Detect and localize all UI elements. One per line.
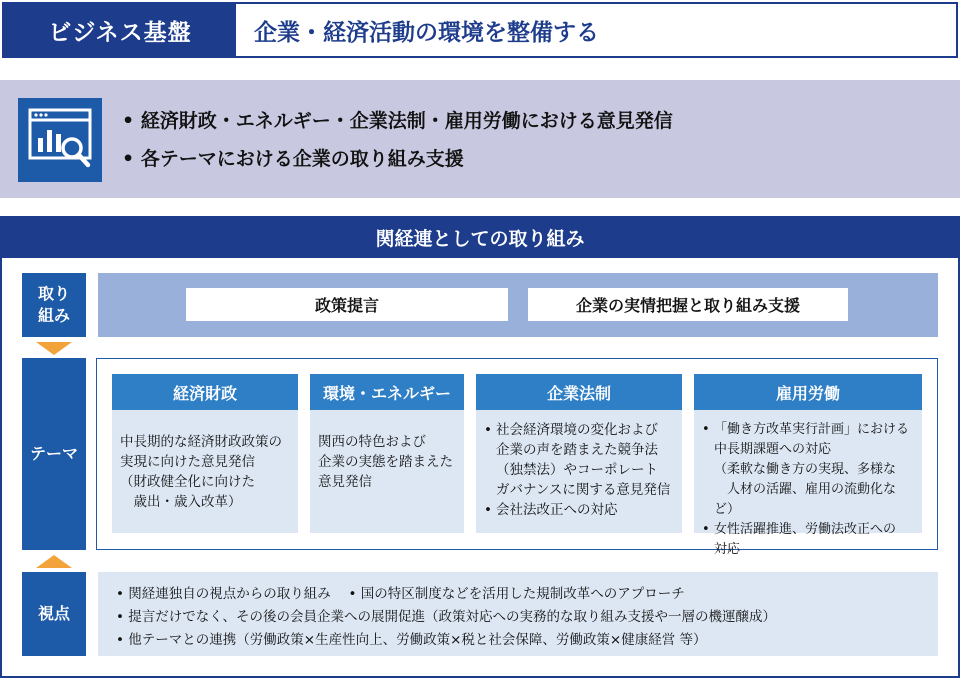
theme-text: （独禁法）やコーポレート	[496, 462, 658, 478]
theme-text: 対応	[714, 542, 741, 557]
theme-header-employment: 雇用労働	[694, 374, 922, 410]
row-label-viewpoint: 視点	[22, 572, 86, 656]
summary-panel	[0, 80, 960, 198]
data-analysis-icon	[18, 98, 102, 182]
theme-body-corporate-law	[476, 410, 682, 533]
summary-item-text: 経済財政・エネルギー・企業法制・雇用労働における意見発信	[140, 110, 673, 132]
theme-text: ガバナンスに関する意見発信	[496, 482, 671, 498]
theme-text: 関西の特色および	[318, 434, 426, 450]
corporate-support-box: 企業の実情把握と取り組み支援	[528, 288, 848, 321]
theme-text: （財政健全化に向けた	[120, 474, 255, 490]
theme-text: （柔軟な働き方の実現、多様な	[714, 462, 897, 477]
header-bar	[2, 2, 958, 58]
theme-text: 企業の声を踏まえた競争法	[496, 442, 658, 458]
theme-text: 「働き方改革実行計画」における	[714, 422, 910, 437]
theme-text: 女性活躍推進、労働法改正への	[714, 522, 897, 537]
theme-text: 中長期課題への対応	[714, 442, 832, 457]
theme-body-energy	[310, 410, 464, 533]
theme-text: 企業の実態を踏まえた	[318, 454, 453, 470]
theme-bullet	[702, 420, 914, 520]
theme-text: 会社法改正への対応	[496, 502, 618, 518]
theme-text: 意見発信	[318, 474, 372, 490]
down-arrow-icon	[36, 342, 72, 355]
theme-bullet	[702, 520, 914, 560]
up-arrow-icon	[36, 555, 72, 568]
theme-header-economy: 経済財政	[112, 374, 298, 410]
viewpoint-line: • 関経連独自の視点からの取り組み • 国の特区制度などを活用した規制改革へのアプローチ	[116, 586, 685, 602]
viewpoint-line: • 他テーマとの連携（労働政策×生産性向上、労働政策×税と社会保障、労働政策×健康経営 等）	[116, 632, 707, 648]
theme-body-employment	[694, 410, 922, 557]
viewpoint-row	[98, 572, 938, 656]
viewpoint-line: • 提言だけでなく、その後の会員企業への展開促進（政策対応への実務的な取り組み支援や一層の機運醸成）	[116, 609, 776, 625]
theme-text: 歳出・歳入改革）	[120, 494, 242, 510]
row-label-line: 取り	[37, 284, 70, 303]
row-label-line: 組み	[37, 306, 70, 325]
page-title: 企業・経済活動の環境を整備する	[254, 19, 599, 46]
row-label-theme: テーマ	[22, 358, 86, 550]
theme-header-corporate-law: 企業法制	[476, 374, 682, 410]
theme-body-economy	[112, 410, 298, 533]
torikumi-row	[98, 273, 938, 337]
row-label-torikumi	[22, 273, 86, 337]
summary-item: • 経済財政・エネルギー・企業法制・雇用労働における意見発信	[122, 110, 673, 132]
theme-bullet	[484, 500, 674, 520]
theme-bullet	[484, 420, 674, 500]
theme-text: 社会経済環境の変化および	[496, 422, 658, 438]
theme-text: 中長期的な経済財政政策の	[120, 434, 282, 450]
policy-proposal-box: 政策提言	[186, 288, 508, 321]
theme-header-energy: 環境・エネルギー	[310, 374, 464, 410]
summary-item-text: 各テーマにおける企業の取り組み支援	[140, 148, 464, 170]
category-tag: ビジネス基盤	[4, 4, 236, 56]
summary-item: • 各テーマにおける企業の取り組み支援	[122, 148, 464, 170]
theme-text: 人材の活躍、雇用の流動化など）	[714, 482, 897, 517]
panel-title: 関経連としての取り組み	[0, 216, 960, 258]
theme-text: 実現に向けた意見発信	[120, 454, 255, 470]
